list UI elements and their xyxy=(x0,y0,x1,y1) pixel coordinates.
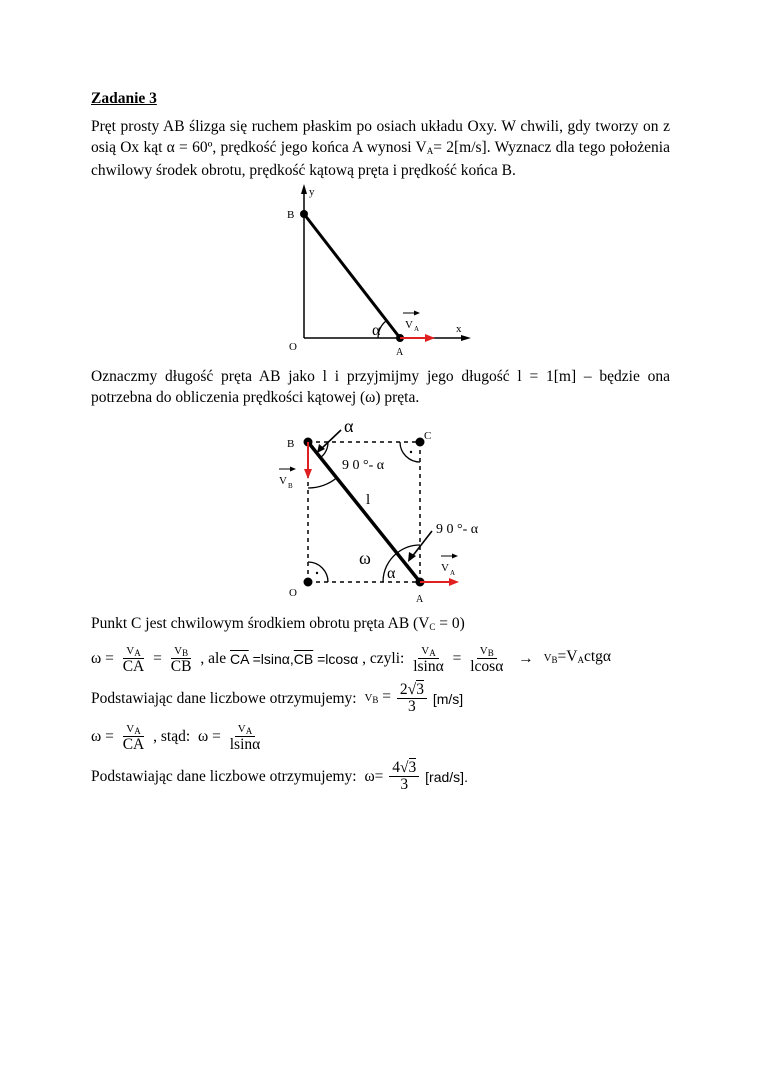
label-va: V xyxy=(405,319,413,331)
frac-va-lsin: $\frac{V_A}{lsin\alpha}$ xyxy=(410,642,447,676)
label-o: O xyxy=(289,341,297,353)
label-c: C xyxy=(424,430,432,442)
label-vb: V xyxy=(279,475,287,487)
equation-3: ω = $\frac{V_A}{CA}$ , stąd: ω = $\frac{V_A}{lsin\alpha}$ xyxy=(91,720,265,754)
task-statement: Pręt prosty AB ślizga się ruchem płaskim po osiach układu Oxy. W chwili, gdy tworzy on z osią Ox kąt α = 60º, prędkość jego końca A wynosi $V_A= 2[m/s]$. Wyznacz dla tego położenia chwilowy środek obrotu, prędkość kątową pręta i prędkość końca B. xyxy=(91,118,670,179)
label-alpha: α xyxy=(372,322,381,339)
frac-va-ca-2: $\frac{V_A}{CA}$ xyxy=(120,720,148,754)
label-b: B xyxy=(287,209,295,221)
line-numeric-vb: Podstawiając dane liczbowe otrzymujemy: $V_B$ = $\frac{2√3}{3}$ [m/s] xyxy=(91,681,464,716)
label-va-sub: A xyxy=(450,569,456,577)
frac-vb-lcos: $\frac{V_B}{lcos\alpha}$ xyxy=(467,642,506,676)
frac-2sqrt3-3: $\frac{2√3}{3}$ xyxy=(397,682,427,716)
pointer-90-right xyxy=(411,531,432,558)
task-title: Zadanie 3 xyxy=(91,90,157,107)
label-o: O xyxy=(289,587,297,599)
vb-result: $V_B=V_Actg\alpha$ xyxy=(543,648,612,666)
equation-1: ω = $\frac{V_A}{CA}$ = $\frac{V_B}{CB}$ , ale $\overline{CA} =lsin\alpha,\overline{CB} =lcos\alpha$ , czyli: $\frac{V_A}{lsin\alpha}$ = $\frac{V_B}{lcos\alpha}$ → $V_B=V_Actg\alpha$ xyxy=(91,642,611,676)
label-b: B xyxy=(287,438,295,450)
frac-va-lsin-2: $\frac{V_A}{lsin\alpha}$ xyxy=(227,720,264,754)
label-y: y xyxy=(309,186,315,198)
line-instant-center: Punkt C jest chwilowym środkiem obrotu pręta AB $(V_C = 0)$ xyxy=(91,615,465,632)
y-axis-arrowhead xyxy=(301,184,307,194)
vb-arrowhead xyxy=(304,469,312,479)
frac-va-ca: $\frac{V_A}{CA}$ xyxy=(120,642,148,676)
label-90-right: 9 0 °- α xyxy=(436,522,479,537)
point-b xyxy=(300,210,308,218)
label-va: V xyxy=(441,562,449,574)
line-numeric-omega: Podstawiając dane liczbowe otrzymujemy: ω= $\frac{4√3}{3}$ [rad/s]. xyxy=(91,759,468,794)
label-alpha-bottom: α xyxy=(387,565,396,582)
rod-ab xyxy=(304,214,400,338)
ca-expression: $\overline{CA} =lsin\alpha,\overline{CB} =lcos\alpha$ xyxy=(230,650,359,667)
figure-1-diagram xyxy=(275,180,485,360)
va-arrowhead xyxy=(449,578,459,586)
figure-2-diagram xyxy=(275,418,490,608)
label-a: A xyxy=(396,347,404,358)
label-va-sub: A xyxy=(414,325,420,333)
point-o xyxy=(304,578,313,587)
paragraph-rod-length: Oznaczmy długość pręta AB jako l i przyjmijmy jego długość l = 1[m] – będzie ona potrzebna do obliczenia prędkości kątowej (ω) pręta. xyxy=(91,368,670,406)
label-a: A xyxy=(416,594,424,605)
va-arrowhead xyxy=(425,334,435,342)
pointer-alpha-top xyxy=(320,430,341,450)
label-alpha-top: α xyxy=(344,418,354,436)
label-omega: ω xyxy=(359,548,371,568)
label-90-top: 9 0 °- α xyxy=(342,458,385,473)
x-axis-arrowhead xyxy=(461,335,471,341)
label-vb-sub: B xyxy=(288,482,293,490)
arc-b-90 xyxy=(308,478,337,488)
frac-vb-cb: $\frac{V_B}{CB}$ xyxy=(168,642,195,676)
frac-4sqrt3-3: $\frac{4√3}{3}$ xyxy=(389,760,419,794)
label-x: x xyxy=(456,323,462,335)
label-l: l xyxy=(366,492,371,508)
